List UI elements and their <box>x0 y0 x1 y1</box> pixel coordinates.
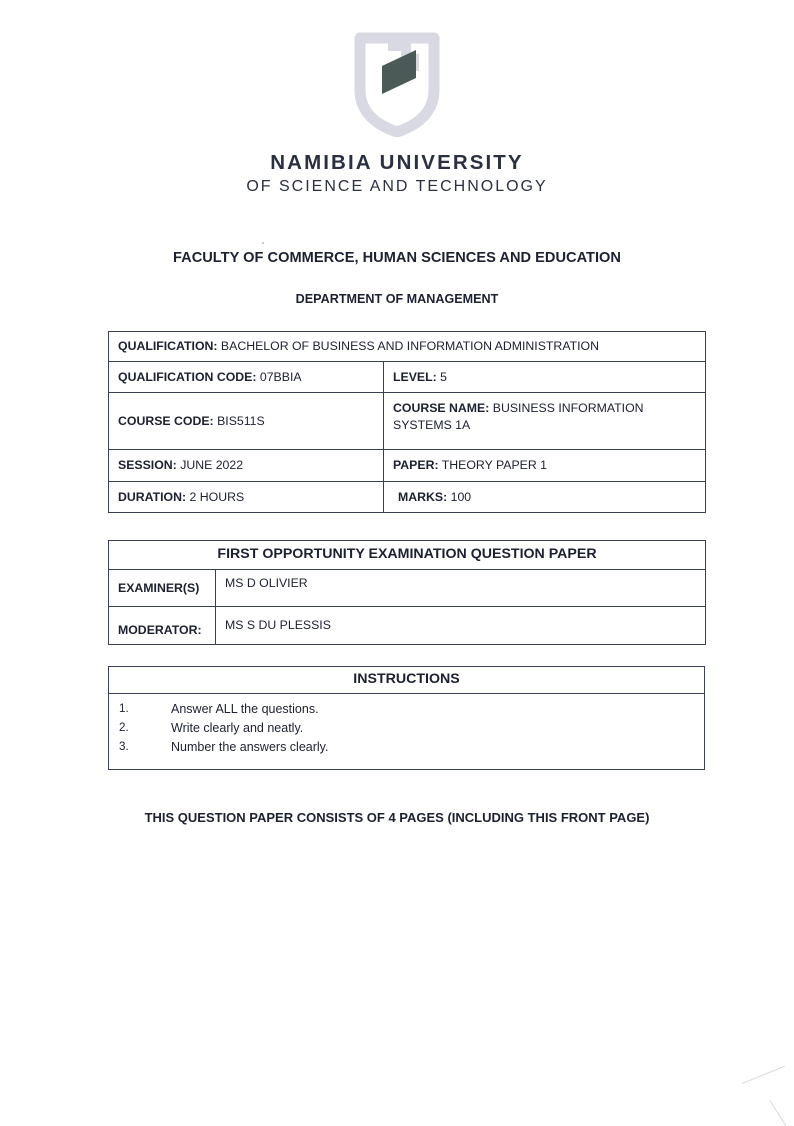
table-row-course <box>109 393 706 450</box>
table-row-session-paper <box>109 450 706 482</box>
paper-value: THEORY PAPER 1 <box>441 458 548 473</box>
exam-banner-cell: FIRST OPPORTUNITY EXAMINATION QUESTION PAPER <box>109 541 706 570</box>
instruction-number: 3. <box>119 740 129 754</box>
table-row-examiner <box>109 570 706 607</box>
table-row-code-level <box>109 361 706 393</box>
qualification-code-cell <box>109 361 384 393</box>
faculty-heading: FACULTY OF COMMERCE, HUMAN SCIENCES AND EDUCATION <box>173 250 621 266</box>
institution-name-line1: NAMIBIA UNIVERSITY <box>270 151 524 174</box>
level-label: LEVEL: <box>393 369 437 384</box>
session-value: JUNE 2022 <box>180 458 244 473</box>
course-code-label: COURSE CODE: <box>118 413 214 428</box>
table-row-instructions-body <box>109 694 705 770</box>
level-cell <box>384 361 706 393</box>
page-count-note: THIS QUESTION PAPER CONSISTS OF 4 PAGES (INCLUDING THIS FRONT PAGE) <box>144 810 650 825</box>
course-code-value: BIS511S <box>217 413 265 428</box>
marks-cell <box>384 481 706 513</box>
moderator-value: MS S DU PLESSIS <box>216 607 706 645</box>
instruction-number: 1. <box>119 702 129 716</box>
examiner-details-table <box>108 540 706 645</box>
instructions-banner-cell: INSTRUCTIONS <box>109 667 705 694</box>
session-label: SESSION: <box>118 458 177 473</box>
course-code-cell <box>109 393 384 450</box>
paper-cell <box>384 450 706 482</box>
level-value: 5 <box>440 369 447 384</box>
scan-speck-artifact <box>262 242 264 244</box>
scan-line-artifact <box>742 1066 785 1084</box>
marks-label: MARKS: <box>398 489 448 504</box>
table-row-moderator <box>109 607 706 645</box>
instruction-text: Write clearly and neatly. <box>171 721 304 736</box>
qualification-label: QUALIFICATION: <box>118 339 218 353</box>
institution-branding <box>0 32 794 197</box>
qualification-cell <box>109 332 706 362</box>
list-item <box>119 719 696 738</box>
nust-shield-logo-icon <box>0 32 794 137</box>
instruction-text: Answer ALL the questions. <box>171 702 319 717</box>
institution-name-line2: OF SCIENCE AND TECHNOLOGY <box>246 177 548 195</box>
table-row-instructions-banner <box>109 667 705 694</box>
moderator-label: MODERATOR: <box>109 607 216 645</box>
table-row-qualification <box>109 332 706 362</box>
duration-label: DURATION: <box>118 489 187 504</box>
duration-cell <box>109 481 384 513</box>
marks-value: 100 <box>450 489 472 504</box>
course-name-label: COURSE NAME: <box>393 401 490 416</box>
course-name-value: BUSINESS INFORMATION SYSTEMS 1A <box>393 401 644 432</box>
qualification-code-value: 07BBIA <box>259 369 302 384</box>
table-row-exam-banner <box>109 541 706 570</box>
duration-value: 2 HOURS <box>189 489 245 504</box>
instructions-table <box>108 666 705 770</box>
qualification-code-label: QUALIFICATION CODE: <box>118 369 257 384</box>
qualification-value: BACHELOR OF BUSINESS AND INFORMATION ADMINISTRATION <box>220 339 599 353</box>
instructions-body-cell <box>109 694 705 770</box>
list-item <box>119 700 696 719</box>
list-item <box>119 738 696 757</box>
session-cell <box>109 450 384 482</box>
department-heading: DEPARTMENT OF MANAGEMENT <box>295 292 499 306</box>
instruction-text: Number the answers clearly. <box>171 740 329 755</box>
qualification-details-table <box>108 331 706 513</box>
course-name-cell <box>384 393 706 450</box>
scan-line-artifact <box>770 1100 787 1126</box>
examiner-label: EXAMINER(S) <box>109 570 216 607</box>
institution-wordmark <box>0 151 794 197</box>
examiner-value: MS D OLIVIER <box>216 570 706 607</box>
table-row-duration-marks <box>109 481 706 513</box>
instruction-number: 2. <box>119 721 129 735</box>
paper-label: PAPER: <box>393 458 439 473</box>
